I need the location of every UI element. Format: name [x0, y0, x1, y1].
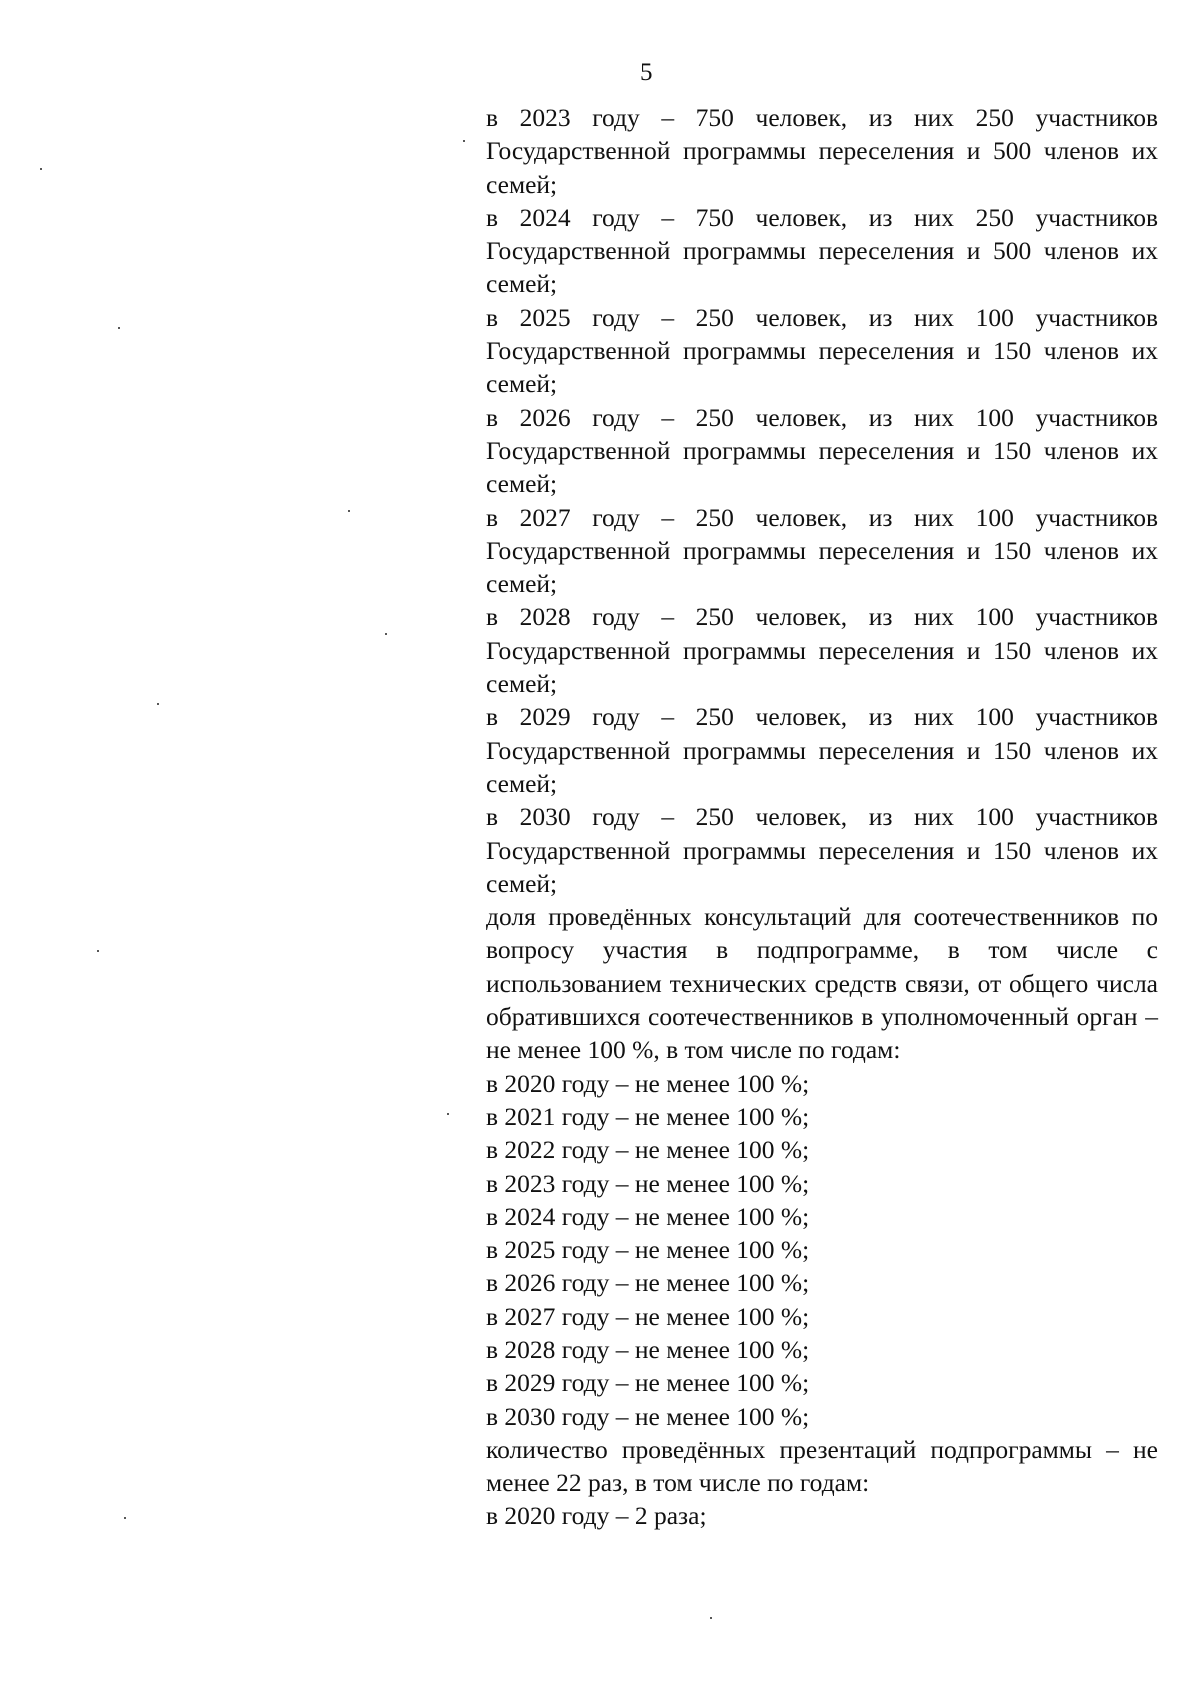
- list-item: в 2030 году – не менее 100 %;: [486, 1401, 810, 1431]
- list-item: в 2028 году – не менее 100 %;: [486, 1334, 810, 1364]
- consultations-paragraph: доля проведённых консультаций для соотечественников по вопросу участия в подпрограмме, в том числе с использованием технических средств связи, от общего числа обратившихся соотечественников в уполномоченный орган – не менее 100 %, в том числе по годам:: [486, 902, 1158, 1065]
- list-item: в 2025 году – не менее 100 %;: [486, 1235, 810, 1265]
- scan-speck: [385, 633, 387, 635]
- presentations-year-list: [486, 1499, 1158, 1532]
- document-body: [486, 101, 1158, 1533]
- year-participants-paragraph: в 2027 году – 250 человек, из них 100 участников Государственной программы переселения и 150 членов их семей;: [486, 502, 1158, 599]
- list-item: в 2022 году – не менее 100 %;: [486, 1135, 810, 1165]
- list-item: в 2020 году – не менее 100 %;: [486, 1068, 810, 1098]
- page-number: 5: [640, 59, 653, 86]
- scan-speck: [118, 327, 120, 329]
- list-item: в 2029 году – не менее 100 %;: [486, 1368, 810, 1398]
- year-participants-paragraph: в 2029 году – 250 человек, из них 100 участников Государственной программы переселения и 150 членов их семей;: [486, 702, 1158, 798]
- year-participants-paragraph: в 2030 году – 250 человек, из них 100 участников Государственной программы переселения и 150 членов их семей;: [486, 802, 1158, 898]
- year-participants-paragraph: в 2024 году – 750 человек, из них 250 участников Государственной программы переселения и 500 членов их семей;: [486, 202, 1158, 299]
- year-participants-paragraph: в 2028 году – 250 человек, из них 100 участников Государственной программы переселения и 150 членов их семей;: [486, 602, 1158, 699]
- list-item: в 2024 году – не менее 100 %;: [486, 1201, 810, 1231]
- scan-speck: [157, 703, 159, 705]
- year-participants-paragraph: в 2026 году – 250 человек, из них 100 участников Государственной программы переселения и 150 членов их семей;: [486, 402, 1158, 499]
- year-participants-paragraph: в 2023 году – 750 человек, из них 250 участников Государственной программы переселения и 500 членов их семей;: [486, 103, 1158, 199]
- scan-speck: [124, 1517, 126, 1519]
- scan-speck: [447, 1113, 449, 1115]
- list-item: в 2027 году – не менее 100 %;: [486, 1301, 810, 1331]
- consultations-year-list: [486, 1067, 1158, 1433]
- list-item: в 2023 году – не менее 100 %;: [486, 1168, 810, 1198]
- list-item: в 2020 году – 2 раза;: [486, 1501, 707, 1531]
- year-participants-paragraph: в 2025 году – 250 человек, из них 100 участников Государственной программы переселения и 150 членов их семей;: [486, 302, 1158, 399]
- scan-speck: [40, 168, 42, 170]
- scan-speck: [348, 510, 350, 512]
- list-item: в 2021 году – не менее 100 %;: [486, 1101, 810, 1131]
- scan-speck: [97, 950, 99, 952]
- list-item: в 2026 году – не менее 100 %;: [486, 1268, 810, 1298]
- scan-speck: [710, 1617, 712, 1619]
- scan-speck: [463, 140, 465, 142]
- presentations-paragraph: количество проведённых презентаций подпрограммы – не менее 22 раз, в том числе по годам:: [486, 1434, 1158, 1498]
